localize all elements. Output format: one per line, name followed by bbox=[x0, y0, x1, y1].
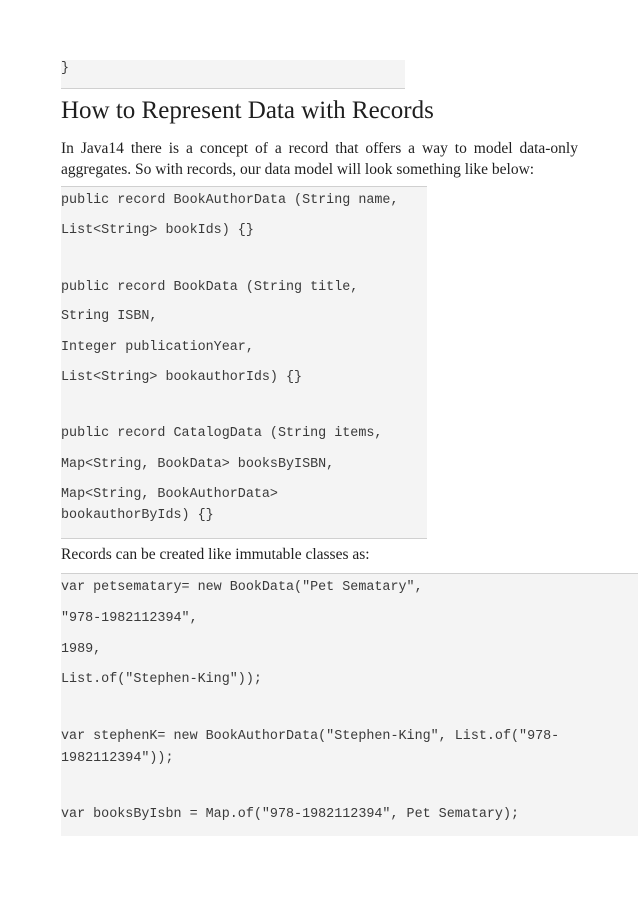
code-line: String ISBN, bbox=[61, 309, 158, 324]
intro-paragraph bbox=[61, 138, 578, 180]
code-line: "978-1982112394", bbox=[61, 611, 198, 626]
code-line: bookauthorByIds) {} bbox=[61, 508, 214, 523]
code-line: var booksByIsbn = Map.of("978-1982112394", Pet Sematary); bbox=[61, 807, 520, 822]
intro-line: In Java14 there is a concept of a record that offers a way to model data-only bbox=[61, 140, 578, 157]
code-line: } bbox=[61, 61, 70, 76]
code-line: var petsematary= new BookData("Pet Sematary", bbox=[61, 580, 423, 595]
code-line: public record BookData (String title, bbox=[61, 280, 359, 295]
code-line: Map<String, BookData> booksByISBN, bbox=[61, 457, 335, 472]
code-block-fragment bbox=[61, 60, 405, 89]
code-line: Integer publicationYear, bbox=[61, 340, 254, 355]
code-line: 1982112394")); bbox=[61, 751, 174, 766]
code-line: List<String> bookIds) {} bbox=[61, 223, 254, 238]
intro-line: aggregates. So with records, our data model will look something like below: bbox=[61, 161, 535, 178]
code-line: List.of("Stephen-King")); bbox=[61, 672, 262, 687]
code-line: List<String> bookauthorIds) {} bbox=[61, 370, 303, 385]
code-block-creation bbox=[61, 573, 638, 836]
code-line: public record BookAuthorData (String name, bbox=[61, 193, 399, 208]
code-line: Map<String, BookAuthorData> bbox=[61, 487, 278, 502]
code-line: 1989, bbox=[61, 642, 102, 657]
code-line: var stephenK= new BookAuthorData("Stephen-King", List.of("978- bbox=[61, 729, 560, 744]
section-heading: How to Represent Data with Records bbox=[61, 97, 434, 124]
code-line: public record CatalogData (String items, bbox=[61, 426, 383, 441]
creation-paragraph: Records can be created like immutable classes as: bbox=[61, 546, 370, 563]
code-block-records bbox=[61, 186, 427, 539]
